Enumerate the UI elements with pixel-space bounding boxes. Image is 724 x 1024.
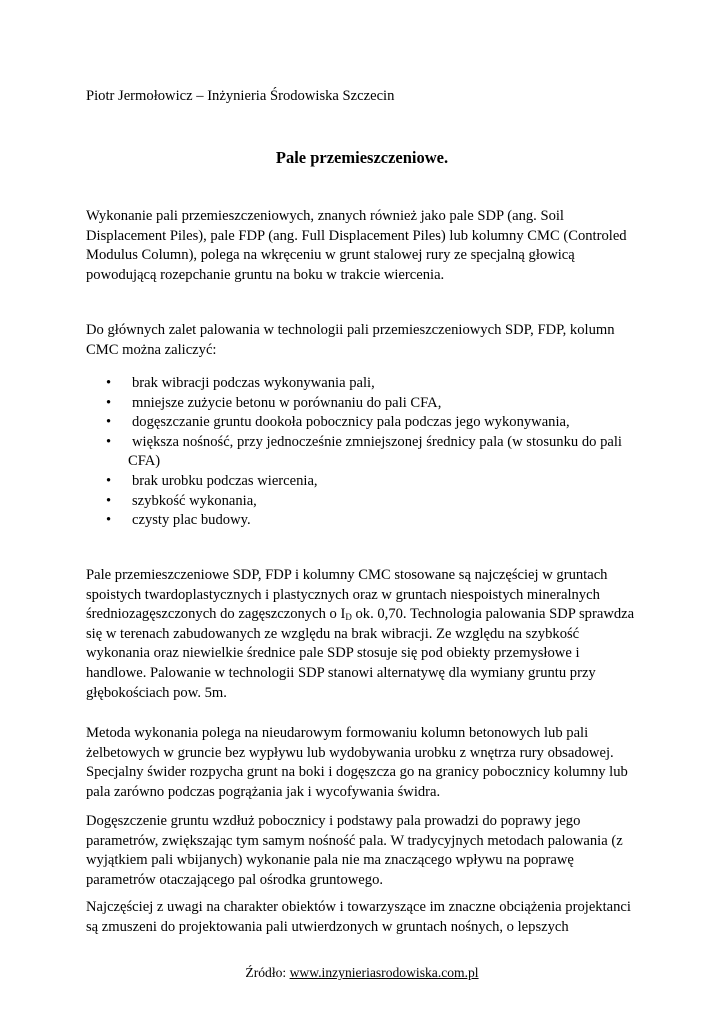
- list-item: • dogęszczanie gruntu dookoła pobocznicy pala podczas jego wykonywania,: [86, 413, 646, 433]
- text-line: głębokościach pow. 5m.: [86, 684, 227, 701]
- text-line: Displacement Piles), pale FDP (ang. Full Displacement Piles) lub kolumny CMC (Controled: [86, 227, 627, 244]
- text-line: Specjalny świder rozpycha grunt na boki i dogęszcza go na granicy pobocznicy kolumny lub: [86, 764, 628, 781]
- advantages-list: [86, 374, 646, 531]
- list-item: • czysty plac budowy.: [86, 511, 646, 531]
- paragraph-applications: [86, 566, 646, 703]
- text-line: są zmuszeni do projektowania pali utwierdzonych w gruntach nośnych, o lepszych: [86, 918, 569, 935]
- paragraph-method: [86, 724, 646, 802]
- list-item: • brak wibracji podczas wykonywania pali,: [86, 374, 646, 394]
- subscript: D: [345, 612, 352, 623]
- text-line: pala zarówno podczas pogrążania jak i wycofywania świdra.: [86, 783, 441, 800]
- page-footer: [0, 965, 724, 981]
- text-line: Wykonanie pali przemieszczeniowych, znanych również jako pale SDP (ang. Soil: [86, 208, 564, 224]
- text-line: handlowe. Palowanie w technologii SDP stanowi alternatywę dla wymiany gruntu przy: [86, 664, 596, 681]
- bullet-icon: •: [106, 472, 112, 489]
- bullet-icon: •: [106, 492, 112, 509]
- bullet-icon: •: [106, 394, 112, 411]
- text-line: CMC można zaliczyć:: [86, 341, 217, 358]
- text-line: żelbetowych w gruncie bez wypływu lub wydobywania urobku z wnętrza rury obsadowej.: [86, 744, 614, 761]
- text-line: Pale przemieszczeniowe SDP, FDP i kolumny CMC stosowane są najczęściej w gruntach: [86, 567, 608, 583]
- text-line: Dogęszczenie gruntu wzdłuż pobocznicy i podstawy pala prowadzi do poprawy jego: [86, 813, 581, 829]
- bullet-icon: •: [106, 414, 112, 431]
- list-item: • mniejsze zużycie betonu w porównaniu do pali CFA,: [86, 394, 646, 414]
- text-line: Najczęściej z uwagi na charakter obiektów i towarzyszące im znaczne obciążenia projektanci: [86, 899, 631, 915]
- text-line: wyjątkiem pali wbijanych) wykonanie pala nie ma znaczącego wpływu na poprawę: [86, 852, 574, 869]
- source-link[interactable]: www.inzynieriasrodowiska.com.pl: [289, 965, 479, 980]
- paragraph-design: [86, 898, 646, 937]
- bullet-icon: •: [106, 512, 112, 529]
- text-line: średniozagęszczonych do zagęszczonych o $I_D$ ok. 0,70. Technologia palowania SDP sprawdza: [86, 606, 635, 623]
- text-line: parametrów, zwiększając tym samym nośność pala. W tradycyjnych metodach palowania (z: [86, 832, 623, 849]
- text-line: wykonania oraz niewielkie średnice pale SDP stosuje się pod obiekty przemysłowe i: [86, 645, 580, 662]
- paragraph-compaction: [86, 812, 646, 890]
- paragraph-intro: [86, 207, 646, 285]
- paragraph-advantages-intro: [86, 321, 646, 360]
- text-line: się w terenach zabudowanych ze względu na brak wibracji. Ze względu na szybkość: [86, 625, 580, 642]
- bullet-icon: •: [106, 433, 112, 450]
- text-line: Modulus Column), polega na wkręceniu w grunt stalowej rury ze specjalną głowicą: [86, 247, 575, 264]
- footer-label: Źródło:: [245, 965, 290, 980]
- bullet-icon: •: [106, 375, 112, 391]
- text-line: parametrów otaczającego pal ośrodka gruntowego.: [86, 871, 384, 888]
- list-item: • brak urobku podczas wiercenia,: [86, 472, 646, 492]
- page-title: Pale przemieszczeniowe.: [275, 148, 449, 167]
- list-item: • szybkość wykonania,: [86, 492, 646, 512]
- text-line: powodującą rozepchanie gruntu na boku w trakcie wiercenia.: [86, 266, 445, 283]
- page-header: Piotr Jermołowicz – Inżynieria Środowiska Szczecin: [86, 88, 395, 104]
- list-item-continuation: CFA): [128, 453, 161, 470]
- list-item: • większa nośność, przy jednocześnie zmniejszonej średnicy pala (w stosunku do pali CFA): [86, 433, 646, 472]
- text-line: Do głównych zalet palowania w technologii pali przemieszczeniowych SDP, FDP, kolumn: [86, 322, 615, 338]
- text-line: Metoda wykonania polega na nieudarowym formowaniu kolumn betonowych lub pali: [86, 725, 589, 741]
- text-line: spoistych twardoplastycznych i plastycznych oraz w gruntach niespoistych mineralnych: [86, 586, 600, 603]
